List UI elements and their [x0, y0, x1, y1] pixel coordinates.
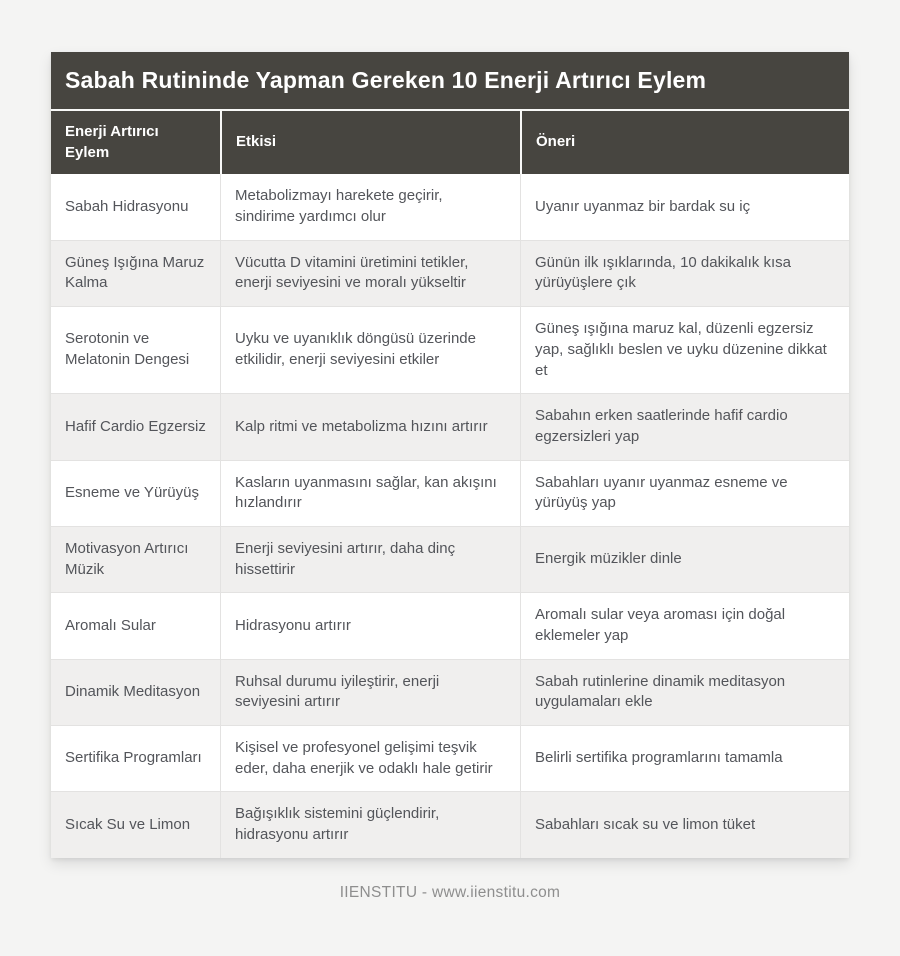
cell-oneri: Günün ilk ışıklarında, 10 dakikalık kısa yürüyüşlere çık	[520, 240, 849, 306]
cell-etkisi: Ruhsal durumu iyileştirir, enerji seviyesini artırır	[220, 659, 520, 725]
table-row	[51, 725, 849, 791]
cell-oneri: Aromalı sular veya aroması için doğal eklemeler yap	[520, 592, 849, 658]
energy-actions-table	[51, 109, 849, 858]
cell-eylem: Hafif Cardio Egzersiz	[51, 393, 220, 459]
column-header-oneri: Öneri	[520, 109, 849, 174]
cell-etkisi: Vücutta D vitamini üretimini tetikler, enerji seviyesini ve moralı yükseltir	[220, 240, 520, 306]
cell-eylem: Sertifika Programları	[51, 725, 220, 791]
table-row	[51, 174, 849, 239]
cell-eylem: Sıcak Su ve Limon	[51, 791, 220, 857]
page-title: Sabah Rutininde Yapman Gereken 10 Enerji Artırıcı Eylem	[65, 67, 707, 93]
cell-etkisi: Metabolizmayı harekete geçirir, sindirime yardımcı olur	[220, 174, 520, 239]
cell-eylem: Motivasyon Artırıcı Müzik	[51, 526, 220, 592]
table-row	[51, 791, 849, 857]
table-row	[51, 592, 849, 658]
cell-oneri: Güneş ışığına maruz kal, düzenli egzersiz yap, sağlıklı beslen ve uyku düzenine dikkat et	[520, 306, 849, 393]
table-row	[51, 393, 849, 459]
cell-etkisi: Kalp ritmi ve metabolizma hızını artırır	[220, 393, 520, 459]
table-card	[51, 52, 849, 858]
cell-etkisi: Kişisel ve profesyonel gelişimi teşvik eder, daha enerjik ve odaklı hale getirir	[220, 725, 520, 791]
column-header-etkisi: Etkisi	[220, 109, 520, 174]
cell-eylem: Dinamik Meditasyon	[51, 659, 220, 725]
table-row	[51, 240, 849, 306]
cell-oneri: Sabahları sıcak su ve limon tüket	[520, 791, 849, 857]
cell-oneri: Uyanır uyanmaz bir bardak su iç	[520, 174, 849, 239]
cell-eylem: Güneş Işığına Maruz Kalma	[51, 240, 220, 306]
cell-oneri: Belirli sertifika programlarını tamamla	[520, 725, 849, 791]
cell-oneri: Sabahları uyanır uyanmaz esneme ve yürüyüş yap	[520, 460, 849, 526]
table-row	[51, 460, 849, 526]
column-header-eylem: Enerji Artırıcı Eylem	[51, 109, 220, 174]
cell-eylem: Serotonin ve Melatonin Dengesi	[51, 306, 220, 393]
table-row	[51, 659, 849, 725]
cell-etkisi: Kasların uyanmasını sağlar, kan akışını hızlandırır	[220, 460, 520, 526]
cell-oneri: Sabah rutinlerine dinamik meditasyon uygulamaları ekle	[520, 659, 849, 725]
cell-etkisi: Bağışıklık sistemini güçlendirir, hidrasyonu artırır	[220, 791, 520, 857]
footer-credit: IIENSTITU - www.iienstitu.com	[339, 884, 561, 901]
table-header-row	[51, 109, 849, 174]
table-row	[51, 526, 849, 592]
table-title-bar	[51, 52, 849, 109]
cell-etkisi: Enerji seviyesini artırır, daha dinç hissettirir	[220, 526, 520, 592]
cell-oneri: Sabahın erken saatlerinde hafif cardio egzersizleri yap	[520, 393, 849, 459]
cell-etkisi: Uyku ve uyanıklık döngüsü üzerinde etkilidir, enerji seviyesini etkiler	[220, 306, 520, 393]
table-row	[51, 306, 849, 393]
cell-eylem: Sabah Hidrasyonu	[51, 174, 220, 239]
cell-etkisi: Hidrasyonu artırır	[220, 592, 520, 658]
cell-eylem: Aromalı Sular	[51, 592, 220, 658]
cell-oneri: Energik müzikler dinle	[520, 526, 849, 592]
cell-eylem: Esneme ve Yürüyüş	[51, 460, 220, 526]
